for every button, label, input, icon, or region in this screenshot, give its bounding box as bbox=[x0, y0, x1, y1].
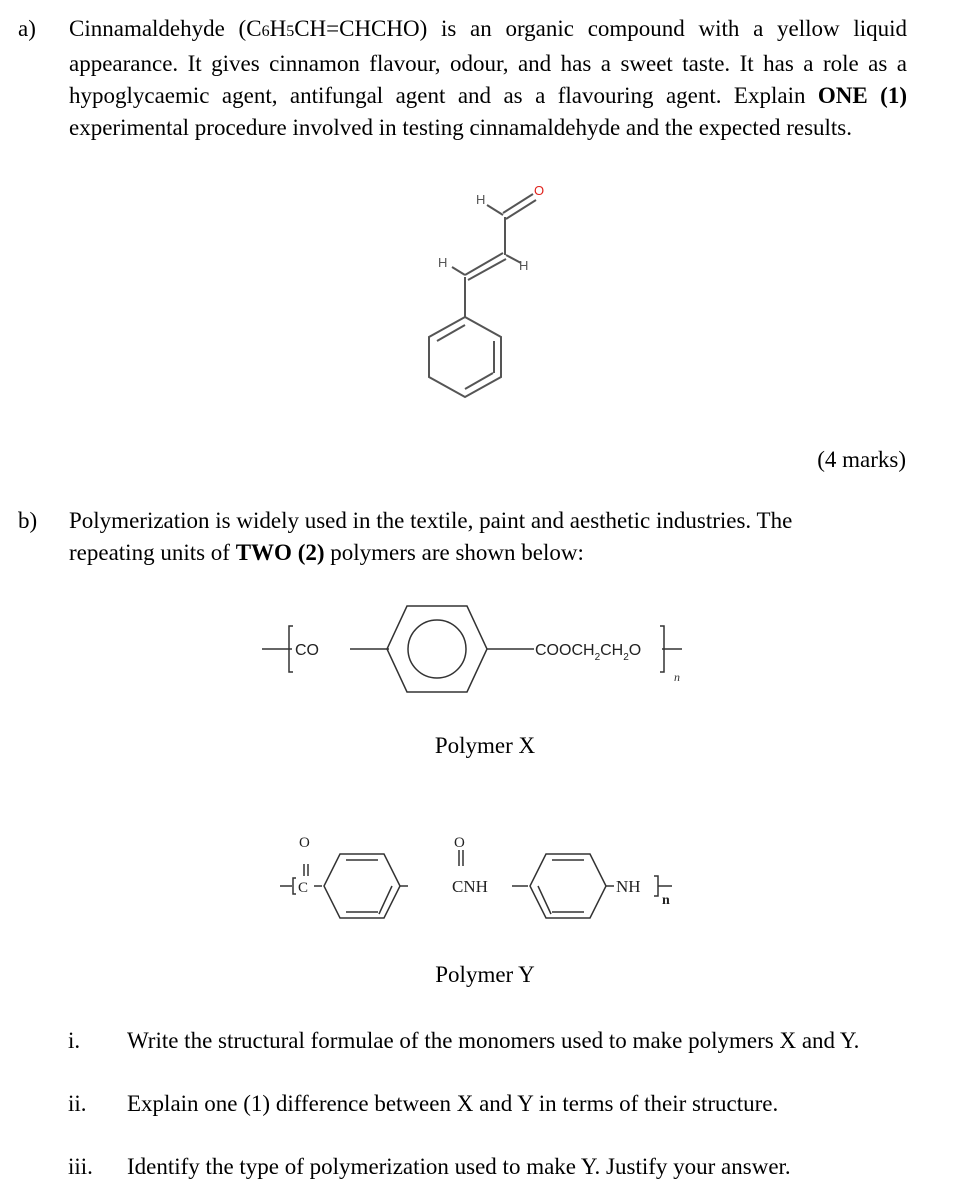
polymer-y-n: n bbox=[662, 893, 670, 908]
subquestion-i-label: i. bbox=[68, 1028, 81, 1053]
question-a-text: Cinnamaldehyde (C6H5CH=CHCHO) is an organic compound with a yellow liquid appearance. It gives cinnamon flavour, odour, and has a sweet taste. It has a role as a hypoglycaemic agent, antifungal agent and as a flavouring agent. Explain ONE (1) experimental procedure involved in testing cinnamaldehyde and the expected results. bbox=[69, 16, 907, 140]
polymer-x-n: n bbox=[674, 670, 680, 684]
subquestion-ii-text: Explain one (1) difference between X and Y in terms of their structure. bbox=[127, 1091, 779, 1116]
atom-h-top: H bbox=[476, 192, 486, 207]
subquestion-ii-label: ii. bbox=[68, 1091, 87, 1116]
polymer-x-caption: Polymer X bbox=[434, 733, 536, 758]
atom-h-right: H bbox=[519, 258, 529, 273]
cinnamaldehyde-structure bbox=[415, 175, 575, 405]
polymer-x-structure bbox=[262, 596, 682, 706]
polymer-y-cnh: CNH bbox=[452, 877, 488, 896]
subquestion-i-text: Write the structural formulae of the monomers used to make polymers X and Y. bbox=[127, 1028, 860, 1053]
polymer-x-ester: $COOCH_2CH_2O$ bbox=[535, 642, 642, 663]
polymer-y-structure bbox=[280, 830, 700, 930]
atom-oxygen: O bbox=[534, 183, 545, 198]
marks-a: (4 marks) bbox=[817, 447, 906, 472]
question-b-label: b) bbox=[18, 508, 38, 533]
polymer-y-c: C bbox=[298, 880, 309, 896]
subquestion-iii-text: Identify the type of polymerization used to make Y. Justify your answer. bbox=[127, 1154, 791, 1179]
question-a-label: a) bbox=[18, 16, 36, 41]
polymer-y-nh: NH bbox=[616, 877, 641, 896]
polymer-y-o2: O bbox=[454, 835, 465, 851]
polymer-x-co: CO bbox=[295, 642, 319, 659]
subquestion-iii-label: iii. bbox=[68, 1154, 93, 1179]
polymer-y-o1: O bbox=[299, 835, 310, 851]
question-b-text: Polymerization is widely used in the textile, paint and aesthetic industries. The repeating units of TWO (2) polymers are shown below: bbox=[69, 508, 793, 565]
polymer-y-caption: Polymer Y bbox=[435, 962, 535, 987]
atom-h-left: H bbox=[438, 255, 448, 270]
